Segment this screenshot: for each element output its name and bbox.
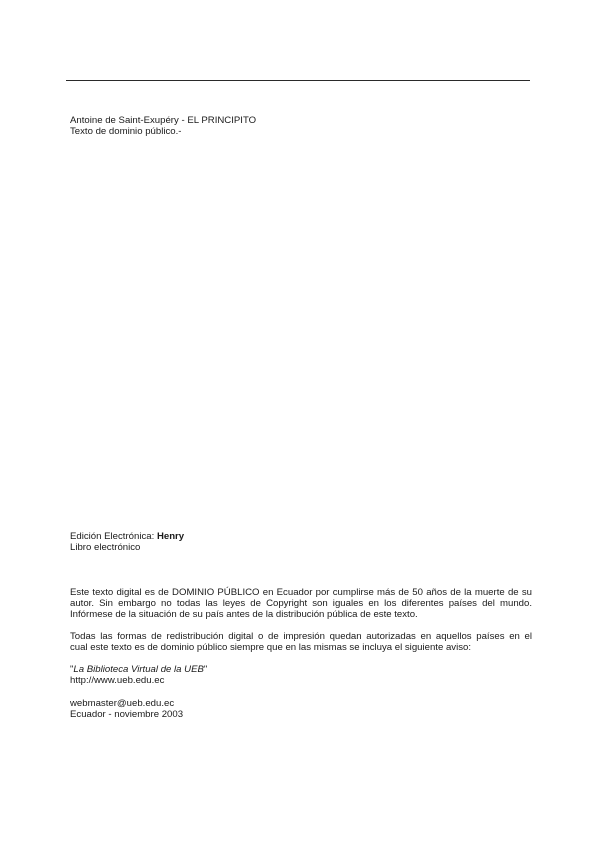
forms-line: Todas las formas de redistribución digital o de impresión quedan autorizadas en aquellos países en el	[70, 631, 532, 642]
notice-line: autor. Sin embargo no todas las leyes de Copyright son iguales en los diferentes países del mundo.	[70, 598, 532, 609]
quote-open: "	[70, 664, 74, 675]
edition-label: Edición Electrónica:	[70, 531, 155, 542]
header-block	[70, 115, 532, 137]
edition-type: Libro electrónico	[70, 542, 141, 553]
contact-block	[70, 698, 532, 720]
library-name: La Biblioteca Virtual de la UEB	[73, 664, 204, 675]
redistribution-notice	[70, 631, 532, 653]
edition-block	[70, 531, 532, 553]
notice-line: Este texto digital es de DOMINIO PÚBLICO en Ecuador por cumplirse más de 50 años de la muerte de su	[70, 587, 532, 598]
edition-line	[70, 531, 532, 542]
public-domain-notice	[70, 587, 532, 620]
library-block	[70, 664, 532, 686]
place-date: Ecuador - noviembre 2003	[70, 709, 184, 720]
notice-line: Infórmese de la situación de su país antes de la distribución pública de este texto.	[70, 609, 418, 620]
header-rule	[66, 80, 530, 81]
quote-close: "	[203, 664, 208, 675]
author-title: Antoine de Saint-Exupéry - EL PRINCIPITO	[70, 115, 257, 126]
library-url: http://www.ueb.edu.ec	[70, 675, 165, 686]
public-domain-subtitle: Texto de dominio público.-	[70, 126, 182, 137]
contact-email: webmaster@ueb.edu.ec	[70, 698, 175, 709]
edition-editor: Henry	[156, 531, 185, 542]
forms-line: cual este texto es de dominio público siempre que en las mismas se incluya el siguiente aviso:	[70, 642, 472, 653]
library-name-line	[70, 664, 532, 675]
